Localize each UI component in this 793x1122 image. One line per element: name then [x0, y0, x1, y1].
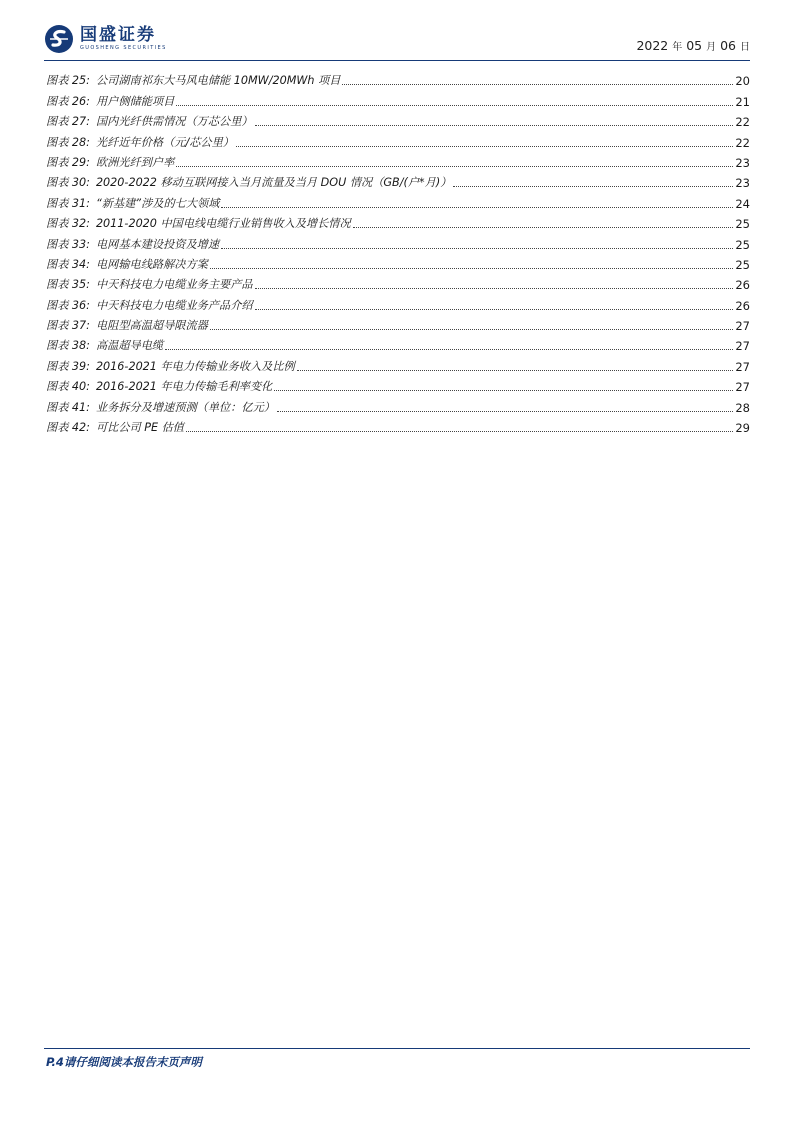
toc-page-number: 23 [735, 176, 750, 191]
toc-entry[interactable] [46, 394, 750, 414]
toc-figure-number: 图表 42: [46, 421, 90, 435]
toc-page-number: 27 [735, 380, 750, 395]
toc-entry[interactable] [46, 272, 750, 292]
toc-page-number: 28 [735, 400, 750, 415]
toc-entry[interactable] [46, 109, 750, 129]
footer-divider [44, 1048, 750, 1049]
toc-figure-number: 图表 35: [46, 278, 90, 292]
toc-leader-dots [210, 268, 734, 269]
toc-figure-number: 图表 32: [46, 217, 90, 231]
toc-figure-title: 光纤近年价格（元/芯公里） [95, 135, 234, 149]
guosheng-logo-icon [44, 24, 74, 54]
toc-entry[interactable] [46, 129, 750, 149]
toc-entry[interactable] [46, 252, 750, 272]
guosheng-logo [44, 22, 167, 56]
toc-leader-dots [255, 309, 734, 310]
toc-leader-dots [210, 329, 734, 330]
toc-figure-number: 图表 25: [46, 74, 90, 88]
toc-figure-title: 用户侧储能项目 [95, 94, 175, 108]
toc-figure-title: 电阻型高温超导限流器 [95, 319, 208, 333]
toc-leader-dots [277, 411, 733, 412]
date-day-unit: 日 [740, 42, 750, 53]
toc-entry[interactable] [46, 231, 750, 251]
date-year-unit: 年 [672, 42, 683, 53]
toc-figure-title: 公司湖南祁东大马风电储能 10MW/20MWh 项目 [95, 74, 341, 88]
toc-figure-title: 电网基本建设投资及增速 [95, 237, 220, 251]
page-header [44, 22, 750, 60]
toc-page-number: 22 [735, 135, 750, 150]
toc-leader-dots [221, 207, 733, 208]
toc-figure-title: 高温超导电缆 [95, 339, 164, 353]
toc-figure-number: 图表 39: [46, 359, 90, 373]
toc-figure-title: 电网输电线路解决方案 [95, 257, 208, 271]
logo-chinese-name: 国盛证券 [80, 25, 156, 45]
toc-figure-number: 图表 34: [46, 257, 90, 271]
toc-figure-number: 图表 38: [46, 339, 90, 353]
toc-entry[interactable] [46, 150, 750, 170]
toc-entry[interactable] [46, 333, 750, 353]
toc-leader-dots [221, 248, 733, 249]
toc-figure-title: 2020-2022 移动互联网接入当月流量及当月 DOU 情况（GB/(户*月)） [95, 176, 452, 190]
toc-figure-number: 图表 33: [46, 237, 90, 251]
toc-entry[interactable] [46, 190, 750, 210]
report-date [636, 38, 750, 53]
toc-page-number: 20 [735, 74, 750, 89]
toc-page-number: 24 [735, 196, 750, 211]
toc-leader-dots [297, 370, 734, 371]
toc-figure-title: 2011-2020 中国电线电缆行业销售收入及增长情况 [95, 217, 351, 231]
toc-entry[interactable] [46, 313, 750, 333]
toc-page-number: 27 [735, 319, 750, 334]
toc-page-number: 29 [735, 421, 750, 436]
toc-figure-title: 中天科技电力电缆业务主要产品 [95, 278, 253, 292]
toc-figure-title: 中天科技电力电缆业务产品介绍 [95, 298, 253, 312]
toc-entry[interactable] [46, 374, 750, 394]
toc-leader-dots [176, 166, 733, 167]
toc-entry[interactable] [46, 211, 750, 231]
toc-page-number: 25 [735, 237, 750, 252]
toc-figure-title: 国内光纤供需情况（万芯公里） [95, 115, 253, 129]
header-divider [44, 60, 750, 61]
toc-figure-title: 业务拆分及增速预测（单位：亿元） [95, 400, 275, 414]
toc-page-number: 26 [735, 278, 750, 293]
toc-entry[interactable] [46, 292, 750, 312]
toc-figure-number: 图表 41: [46, 400, 90, 414]
toc-leader-dots [342, 84, 733, 85]
toc-leader-dots [255, 125, 734, 126]
toc-figure-title: 欧洲光纤到户率 [95, 155, 175, 169]
toc-figure-title: 2016-2021 年电力传输毛利率变化 [95, 380, 273, 394]
toc-leader-dots [353, 227, 734, 228]
date-month: 05 [686, 38, 703, 53]
toc-figure-number: 图表 31: [46, 196, 90, 210]
toc-page-number: 27 [735, 359, 750, 374]
toc-page-number: 25 [735, 257, 750, 272]
toc-figure-number: 图表 26: [46, 94, 90, 108]
logo-english-name: GUOSHENG SECURITIES [80, 45, 167, 51]
toc-page-number: 27 [735, 339, 750, 354]
toc-entry[interactable] [46, 353, 750, 373]
toc-page-number: 23 [735, 155, 750, 170]
toc-page-number: 26 [735, 298, 750, 313]
toc-leader-dots [176, 105, 733, 106]
toc-page-number: 22 [735, 115, 750, 130]
toc-figure-number: 图表 29: [46, 155, 90, 169]
figure-index [46, 68, 750, 435]
toc-figure-number: 图表 27: [46, 115, 90, 129]
toc-figure-number: 图表 37: [46, 319, 90, 333]
toc-entry[interactable] [46, 68, 750, 88]
toc-leader-dots [236, 146, 733, 147]
toc-leader-dots [165, 349, 733, 350]
toc-figure-number: 图表 40: [46, 380, 90, 394]
toc-leader-dots [453, 186, 733, 187]
toc-figure-number: 图表 30: [46, 176, 90, 190]
toc-entry[interactable] [46, 88, 750, 108]
toc-entry[interactable] [46, 170, 750, 190]
date-year: 2022 [636, 38, 669, 53]
toc-leader-dots [274, 390, 733, 391]
toc-figure-title: “新基建”涉及的七大领域 [95, 196, 220, 210]
toc-figure-title: 可比公司 PE 估值 [95, 421, 184, 435]
page-footer: P.4请仔细阅读本报告末页声明 [46, 1055, 202, 1069]
toc-leader-dots [255, 288, 734, 289]
date-month-unit: 月 [706, 42, 717, 53]
toc-figure-title: 2016-2021 年电力传输业务收入及比例 [95, 359, 295, 373]
toc-entry[interactable] [46, 415, 750, 435]
toc-figure-number: 图表 36: [46, 298, 90, 312]
date-day: 06 [720, 38, 737, 53]
toc-page-number: 21 [735, 94, 750, 109]
toc-leader-dots [186, 431, 733, 432]
toc-figure-number: 图表 28: [46, 135, 90, 149]
toc-page-number: 25 [735, 217, 750, 232]
